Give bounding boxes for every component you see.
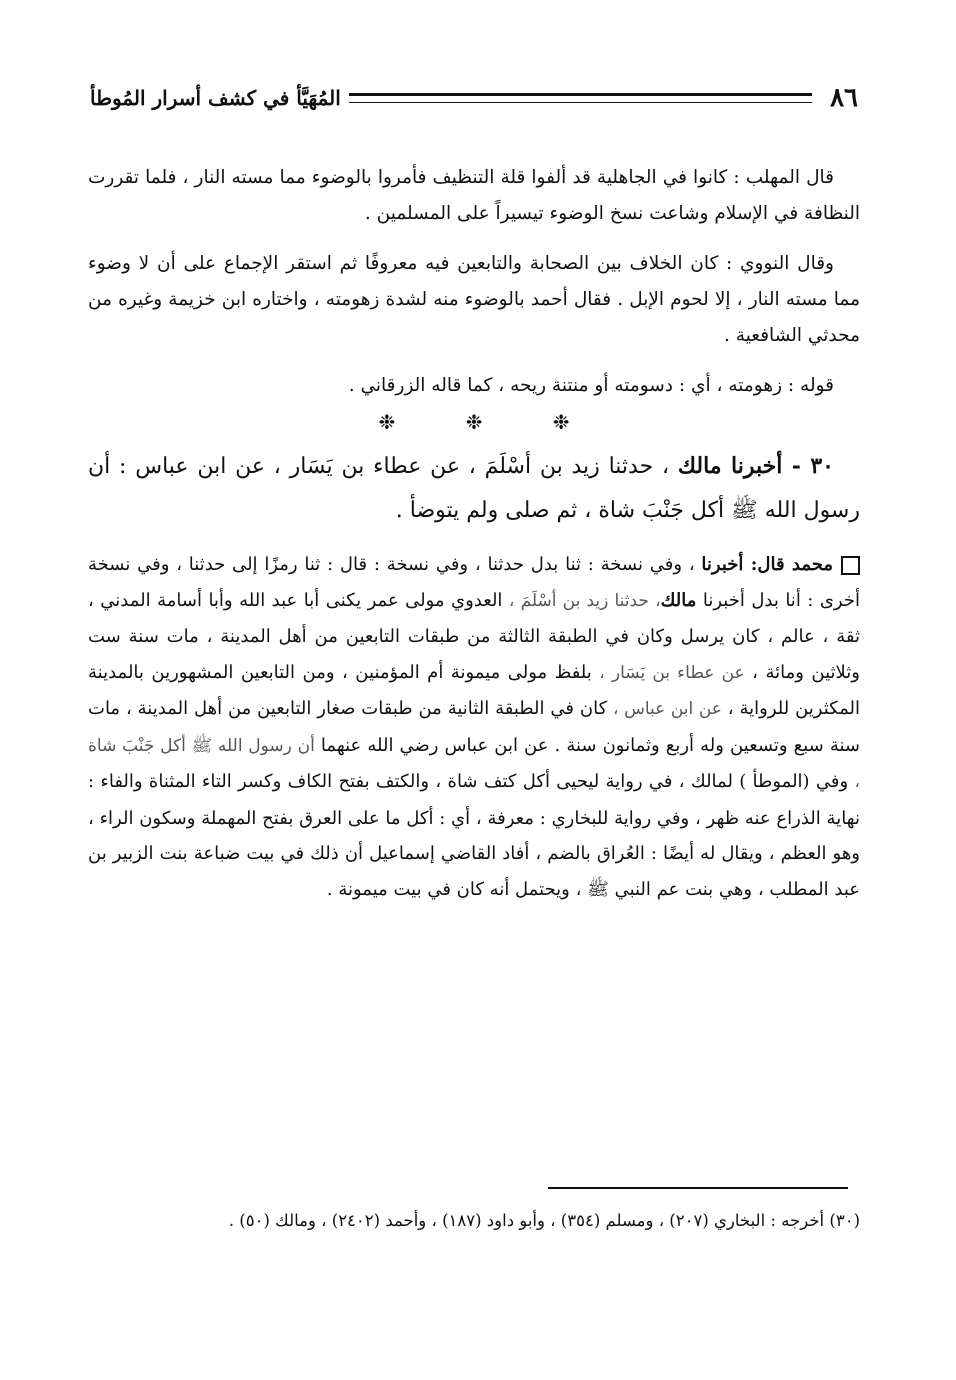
narrator-chain: عن ابن عباس ،	[613, 699, 722, 719]
commentary	[88, 547, 860, 907]
paragraph-nawawi: وقال النووي : كان الخلاف بين الصحابة والتابعين فيه معروفًا ثم استقر الإجماع على أن لا وضوء مما مسته النار ، إلا لحوم الإبل . فقال أحمد بالوضوء منه لشدة زهومته ، واختاره ابن خزيمة وغيره من محدثي الشافعية .	[88, 253, 860, 346]
hadith-body: ، حدثنا زيد بن أسْلَمَ ، عن عطاء بن يَسَار ، عن ابن عباس : أن رسول الله ﷺ أكل جَنْبَ شاة ، ثم صلى ولم يتوضأ .	[88, 454, 860, 523]
commentary-text: بلفظ مولى ميمونة أم المؤمنين ، ومن التابعين المشهورين بالمدينة المكثرين للرواية ،	[88, 661, 860, 719]
star-ornament-icon: ❉	[552, 410, 570, 434]
paragraph-muhallab: قال المهلب : كانوا في الجاهلية قد ألفوا قلة التنظيف فأمروا بالوضوء مما مسته النار ، فلما تقررت النظافة في الإسلام وشاعت نسخ الوضوء تيسيراً على المسلمين .	[88, 167, 860, 224]
hadith-number: ٣٠ - أخبرنا مالك	[677, 453, 834, 479]
page-number: ٨٦	[830, 83, 858, 113]
commentary-text: وفي (الموطأ ) لمالك ، في رواية ليحيى أكل كتف شاة ، والكتف بفتح الكاف وكسر التاء المثناة والفاء : نهاية الذراع عنه ظهر ، وفي رواية للبخاري : معرفة ، أي : أكل ما على العرق بفتح المهملة وسكون الراء ، وهو العظم ، ويقال له أيضًا : العُراق بالضم ، أفاد القاضي إسماعيل أن ذلك في بيت ضباعة بنت الزبير بن عبد المطلب ، وهي بنت عم النبي ﷺ ، ويحتمل أنه كان في بيت ميمونة .	[88, 771, 860, 900]
book-title: المُهَيَّأ في كشف أسرار المُوطأ	[90, 86, 341, 110]
commentary-text: العدوي مولى عمر يكنى أبا عبد الله وأبا أسامة المدني ، ثقة ، عالم ، كان يرسل وكان في الطبقة الثالثة من طبقات التابعين من أهل المدينة ، مات سنة ست وثلاثين ومائة ،	[88, 589, 860, 683]
star-ornament-icon: ❉	[378, 410, 396, 434]
commentary-text: كان في الطبقة الثانية من طبقات صغار التابعين من أهل المدينة ، مات سنة سبع وتسعين وله أربع وثمانون سنة . عن ابن عباس رضي الله عنهما	[88, 698, 860, 756]
section-separator	[88, 410, 860, 434]
page-body	[88, 160, 860, 907]
narrator-chain: عن عطاء بن يَسَار ،	[599, 662, 745, 683]
footnote-rule	[548, 1187, 848, 1189]
paragraph-zuhuma: قوله : زهومته ، أي : دسومته أو منتنة ريحه ، كما قاله الزرقاني .	[348, 375, 834, 396]
page-header	[90, 78, 858, 118]
footnote: (٣٠) أخرجه : البخاري (٢٠٧) ، ومسلم (٣٥٤) ، وأبو داود (١٨٧) ، وأحمد (٢٤٠٢) ، ومالك (٥٠) .	[228, 1211, 860, 1230]
hadith-text	[88, 444, 860, 533]
commentary-lead: محمد قال: أخبرنا	[701, 554, 833, 575]
square-marker-icon	[841, 556, 860, 575]
narrator-chain: ، حدثنا زيد بن أسْلَمَ ،	[508, 590, 661, 611]
commentary-malik: مالك	[660, 589, 697, 611]
header-rule	[349, 93, 812, 103]
commentary-text: ، وفي نسخة : ثنا بدل حدثنا ، وفي نسخة : قال : ثنا رمزًا إلى حدثنا ، وفي نسخة أخرى : أنا بدل أخبرنا	[88, 554, 860, 611]
narrator-chain: أن رسول الله ﷺ أكل جَنْبَ شاة ،	[88, 735, 860, 792]
star-ornament-icon: ❉	[465, 410, 483, 434]
